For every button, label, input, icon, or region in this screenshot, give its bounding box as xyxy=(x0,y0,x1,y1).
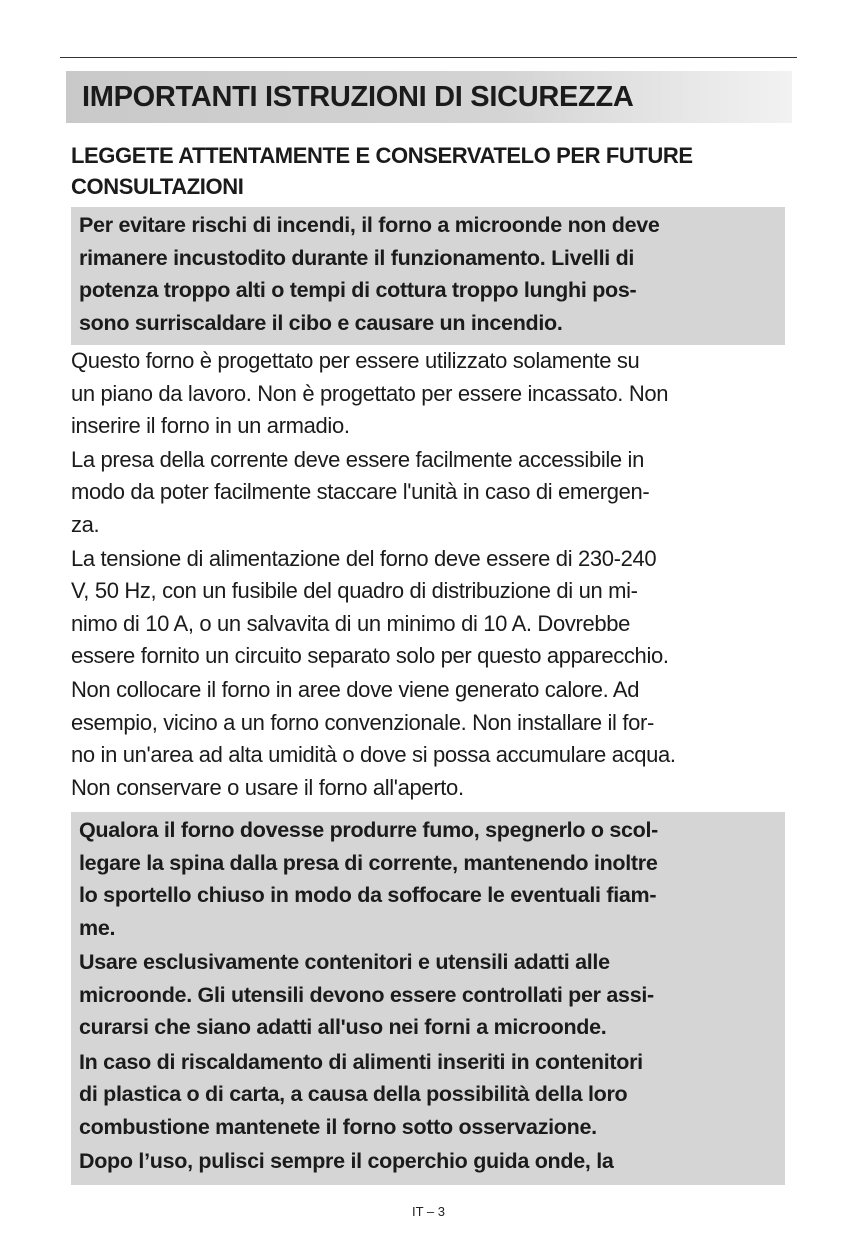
text-line: inserire il forno in un armadio. xyxy=(71,413,350,439)
text-line: Usare esclusivamente contenitori e utensili adatti alle xyxy=(79,950,610,974)
text-line: microonde. Gli utensili devono essere controllati per assi- xyxy=(79,982,654,1007)
text-line: combustione mantenete il forno sotto osservazione. xyxy=(79,1114,597,1139)
text-line: Non collocare il forno in aree dove viene generato calore. Ad xyxy=(71,676,640,702)
subtitle xyxy=(71,140,791,202)
section-title: IMPORTANTI ISTRUZIONI DI SICUREZZA xyxy=(82,81,634,113)
text-line: Per evitare rischi di incendi, il forno a microonde non deve xyxy=(79,213,660,237)
text-line: essere fornito un circuito separato solo per questo apparecchio. xyxy=(71,643,669,669)
paragraph-power-socket xyxy=(71,444,791,542)
fire-warning-box xyxy=(71,207,785,345)
text-line: Dopo l’uso, pulisci sempre il coperchio guida onde, la xyxy=(79,1149,614,1173)
text-line: modo da poter facilmente staccare l'unità in caso di emergen- xyxy=(71,479,650,505)
page-number: IT – 3 xyxy=(411,1204,445,1219)
text-line: di plastica o di carta, a causa della possibilità della loro xyxy=(79,1082,628,1106)
text-line: La tensione di alimentazione del forno deve essere di 230-240 xyxy=(71,545,657,571)
text-line: za. xyxy=(71,511,100,537)
warning-paragraph xyxy=(79,209,777,339)
warning-paragraph-smoke xyxy=(79,814,777,944)
subtitle-line: LEGGETE ATTENTAMENTE E CONSERVATELO PER FUTURE xyxy=(71,143,693,168)
text-line: un piano da lavoro. Non è progettato per essere incassato. Non xyxy=(71,380,669,406)
text-line: esempio, vicino a un forno convenzionale. Non installare il for- xyxy=(71,709,654,735)
section-title-band xyxy=(66,71,792,123)
text-line: La presa della corrente deve essere facilmente accessibile in xyxy=(71,446,644,472)
text-line: rimanere incustodito durante il funzionamento. Livelli di xyxy=(79,245,635,270)
safety-warning-box xyxy=(71,812,785,1185)
warning-paragraph-containers xyxy=(79,1046,777,1144)
text-line: sono surriscaldare il cibo e causare un incendio. xyxy=(79,310,563,335)
text-line: Qualora il forno dovesse produrre fumo, spegnerlo o scol- xyxy=(79,818,659,842)
paragraph-voltage xyxy=(71,543,791,673)
text-line: potenza troppo alti o tempi di cottura troppo lunghi pos- xyxy=(79,278,637,302)
paragraph-placement xyxy=(71,674,791,804)
warning-paragraph-cleaning xyxy=(79,1145,777,1178)
text-line: curarsi che siano adatti all'uso nei forni a microonde. xyxy=(79,1015,607,1039)
text-line: Questo forno è progettato per essere utilizzato solamente su xyxy=(71,348,640,373)
text-line: me. xyxy=(79,915,116,940)
warning-paragraph-utensils xyxy=(79,946,777,1044)
subtitle-line: CONSULTAZIONI xyxy=(71,174,244,199)
top-rule xyxy=(60,57,797,58)
paragraph-countertop xyxy=(71,345,791,443)
text-line: no in un'area ad alta umidità o dove si possa accumulare acqua. xyxy=(71,742,676,768)
text-line: Non conservare o usare il forno all'aperto. xyxy=(71,774,464,800)
text-line: nimo di 10 A, o un salvavita di un minimo di 10 A. Dovrebbe xyxy=(71,610,631,636)
body-text xyxy=(71,345,791,805)
text-line: lo sportello chiuso in modo da soffocare le eventuali fiam- xyxy=(79,883,657,907)
text-line: In caso di riscaldamento di alimenti inseriti in contenitori xyxy=(79,1049,643,1074)
text-line: legare la spina dalla presa di corrente, mantenendo inoltre xyxy=(79,850,658,875)
text-line: V, 50 Hz, con un fusibile del quadro di distribuzione di un mi- xyxy=(71,578,638,604)
